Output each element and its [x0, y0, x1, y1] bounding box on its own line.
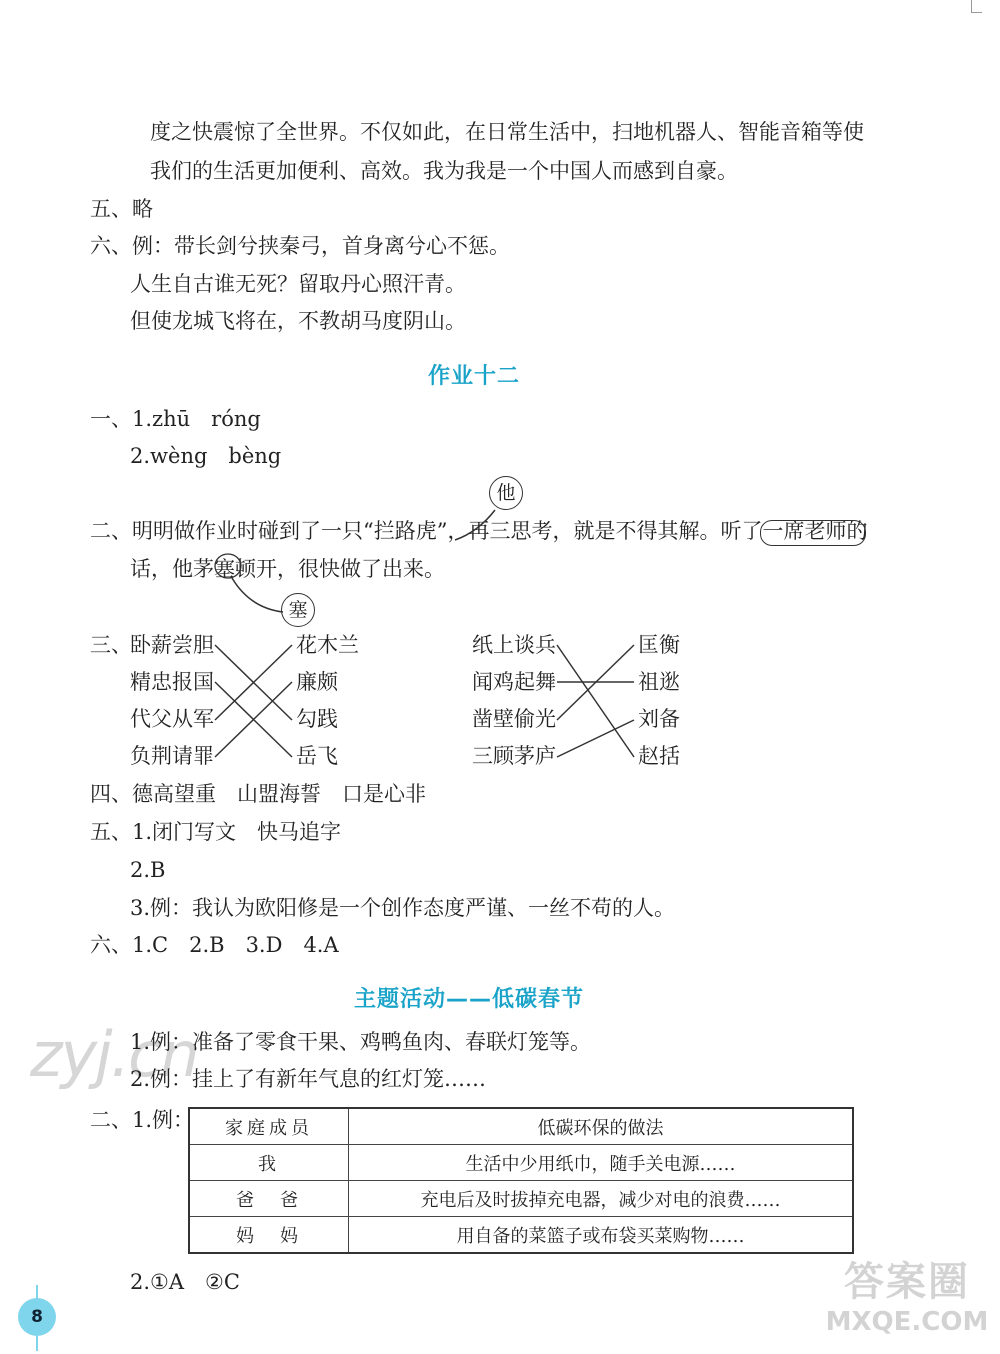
match-item: 闻鸡起舞 [472, 670, 556, 694]
table-cell: 我 [189, 1145, 349, 1181]
match-item: 赵括 [638, 744, 680, 768]
table-cell: 充电后及时拔掉充电器，减少对电的浪费…… [349, 1181, 854, 1217]
table-header-cell: 家庭成员 [189, 1108, 349, 1145]
table-header-cell: 低碳环保的做法 [349, 1108, 854, 1145]
answer-six: 六、例：带长剑兮挟秦弓，首身离兮心不惩。 [90, 234, 510, 258]
match-item: 纸上谈兵 [472, 633, 556, 657]
match-item: 代父从军 [130, 707, 214, 731]
match-item: 三顾茅庐 [472, 744, 556, 768]
correction-arrow [455, 510, 495, 540]
watermark-left: zyj.cn [30, 1018, 198, 1091]
watermark-url: MXQE.COM [825, 1307, 989, 1337]
match-item: 祖逖 [638, 670, 680, 694]
poem-line: 但使龙城飞将在，不教胡马度阴山。 [130, 309, 466, 333]
text-line: 我们的生活更加便利、高效。我为我是一个中国人而感到自豪。 [150, 159, 738, 183]
match-line [557, 645, 634, 757]
table-row [189, 1181, 853, 1217]
theme-q2-part2: 2.①A ②C [130, 1270, 240, 1294]
correction-circle [215, 554, 241, 578]
table-row [189, 1145, 853, 1181]
watermark-right [822, 1258, 992, 1338]
theme-q2-label: 二、1.例： [90, 1108, 195, 1132]
hw12-q1-line1: 一、1.zhū róng [90, 407, 261, 431]
text-line: 度之快震惊了全世界。不仅如此，在日常生活中，扫地机器人、智能音箱等使 [150, 120, 864, 144]
section-heading-theme: 主题活动——低碳春节 [354, 987, 585, 1012]
watermark-logo-text: 答案圈 [844, 1259, 970, 1305]
page-number: 8 [18, 1298, 56, 1336]
answer-five: 五、略 [90, 197, 153, 221]
hw12-q2-line2: 话，他茅塞顿开，很快做了出来。 [130, 557, 445, 581]
hw12-q2-line1: 二、明明做作业时碰到了一只“拦路虎”，再三思考，就是不得其解。听了一席老师的 [90, 519, 868, 543]
low-carbon-table [188, 1107, 854, 1254]
hw12-q5-line3: 3.例：我认为欧阳修是一个创作态度严谨、一丝不苟的人。 [130, 896, 676, 920]
match-item: 匡衡 [638, 633, 680, 657]
poem-line: 人生自古谁无死？留取丹心照汗青。 [130, 272, 466, 296]
match-item: 廉颇 [296, 670, 338, 694]
hw12-q6: 六、1.C 2.B 3.D 4.A [90, 933, 339, 957]
section-heading-hw12: 作业十二 [428, 364, 521, 389]
match-item: 岳飞 [296, 744, 338, 768]
hw12-q4: 四、德高望重 山盟海誓 口是心非 [90, 782, 426, 806]
correction-arrow [232, 578, 283, 612]
table-cell: 妈 妈 [189, 1217, 349, 1254]
match-item: 负荆请罪 [130, 744, 214, 768]
hw12-q3-label: 三、 [90, 633, 132, 657]
table-header-row [189, 1108, 853, 1145]
theme-item-1: 1.例：准备了零食干果、鸡鸭鱼肉、春联灯笼等。 [130, 1030, 592, 1054]
table-cell: 用自备的菜篮子或布袋买菜购物…… [349, 1217, 854, 1254]
match-item: 花木兰 [296, 633, 359, 657]
hw12-q5-line2: 2.B [130, 858, 166, 882]
match-line [557, 720, 634, 757]
hw12-q1-line2: 2.wèng bèng [130, 444, 282, 468]
table-row [189, 1217, 853, 1254]
table-cell: 生活中少用纸巾，随手关电源…… [349, 1145, 854, 1181]
table-cell: 爸 爸 [189, 1181, 349, 1217]
theme-item-2: 2.例：挂上了有新年气息的红灯笼…… [130, 1067, 487, 1091]
match-item: 精忠报国 [130, 670, 214, 694]
match-item: 刘备 [638, 707, 680, 731]
match-item: 凿壁偷光 [472, 707, 556, 731]
match-item: 勾践 [296, 707, 338, 731]
correction-mark-sai: 塞 [281, 593, 315, 627]
hw12-q5-line1: 五、1.闭门写文 快马追字 [90, 820, 342, 844]
correction-mark-ta: 他 [489, 476, 523, 510]
match-item: 卧薪尝胆 [130, 633, 214, 657]
